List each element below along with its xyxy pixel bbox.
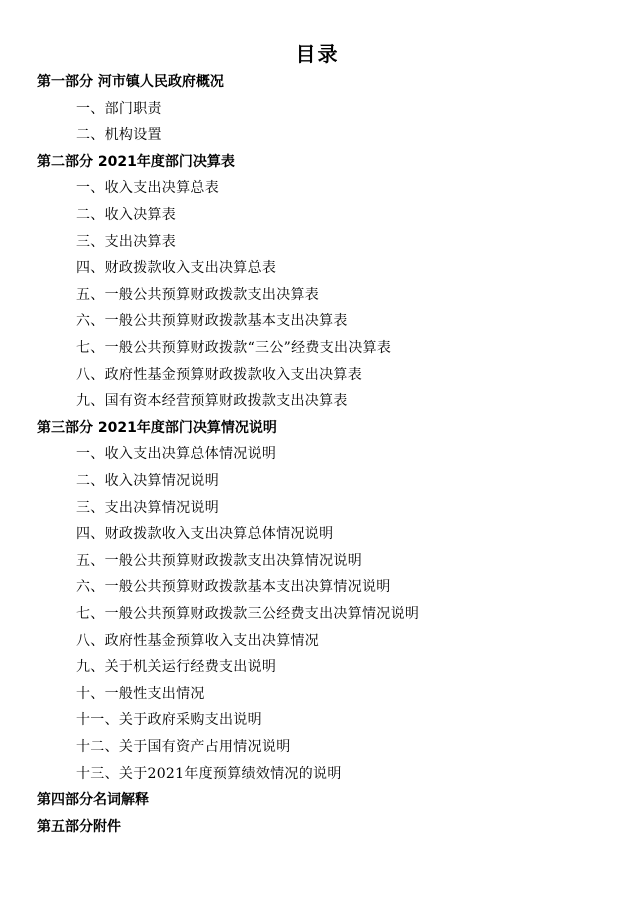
toc-item: 一、部门职责 — [76, 100, 162, 117]
toc-item: 九、国有资本经营预算财政拨款支出决算表 — [76, 393, 348, 410]
toc-part-heading: 第三部分 2021年度部门决算情况说明 — [37, 419, 277, 436]
toc-item: 十二、关于国有资产占用情况说明 — [76, 739, 291, 755]
toc-item: 七、一般公共预算财政拨款三公经费支出决算情况说明 — [76, 606, 420, 622]
toc-item: 十一、关于政府采购支出说明 — [76, 712, 262, 729]
toc-item: 三、支出决算表 — [76, 233, 177, 250]
toc-item: 五、一般公共预算财政拨款支出决算情况说明 — [76, 552, 362, 569]
toc-part-heading: 第一部分 河市镇人民政府概况 — [37, 74, 224, 90]
toc-item: 六、一般公共预算财政拨款基本支出决算情况说明 — [76, 579, 391, 596]
toc-item: 五、一般公共预算财政拨款支出决算表 — [76, 286, 320, 303]
toc-item: 八、政府性基金预算财政拨款收入支出决算表 — [76, 366, 362, 383]
toc-item: 六、一般公共预算财政拨款基本支出决算表 — [76, 313, 348, 330]
toc-item: 七、一般公共预算财政拨款“三公”经费支出决算表 — [76, 340, 392, 356]
toc-item: 二、收入决算表 — [76, 207, 177, 223]
toc-item: 一、收入支出决算总体情况说明 — [76, 446, 277, 463]
toc-item: 一、收入支出决算总表 — [76, 180, 219, 197]
toc-item: 四、财政拨款收入支出决算总表 — [76, 260, 277, 277]
toc-part-heading: 第五部分附件 — [37, 818, 121, 835]
toc-item: 十三、关于2021年度预算绩效情况的说明 — [76, 765, 342, 782]
toc-part-heading: 第二部分 2021年度部门决算表 — [37, 153, 235, 170]
page-title: 目录 — [295, 42, 340, 66]
toc-item: 二、机构设置 — [76, 127, 162, 144]
toc-part-heading: 第四部分名词解释 — [37, 792, 149, 809]
toc-item: 八、政府性基金预算收入支出决算情况 — [76, 632, 320, 649]
toc-item: 九、关于机关运行经费支出说明 — [76, 659, 277, 676]
toc-item: 四、财政拨款收入支出决算总体情况说明 — [76, 526, 334, 543]
toc-item: 十、一般性支出情况 — [76, 685, 205, 702]
toc-item: 三、支出决算情况说明 — [76, 499, 219, 516]
toc-item: 二、收入决算情况说明 — [76, 473, 219, 489]
